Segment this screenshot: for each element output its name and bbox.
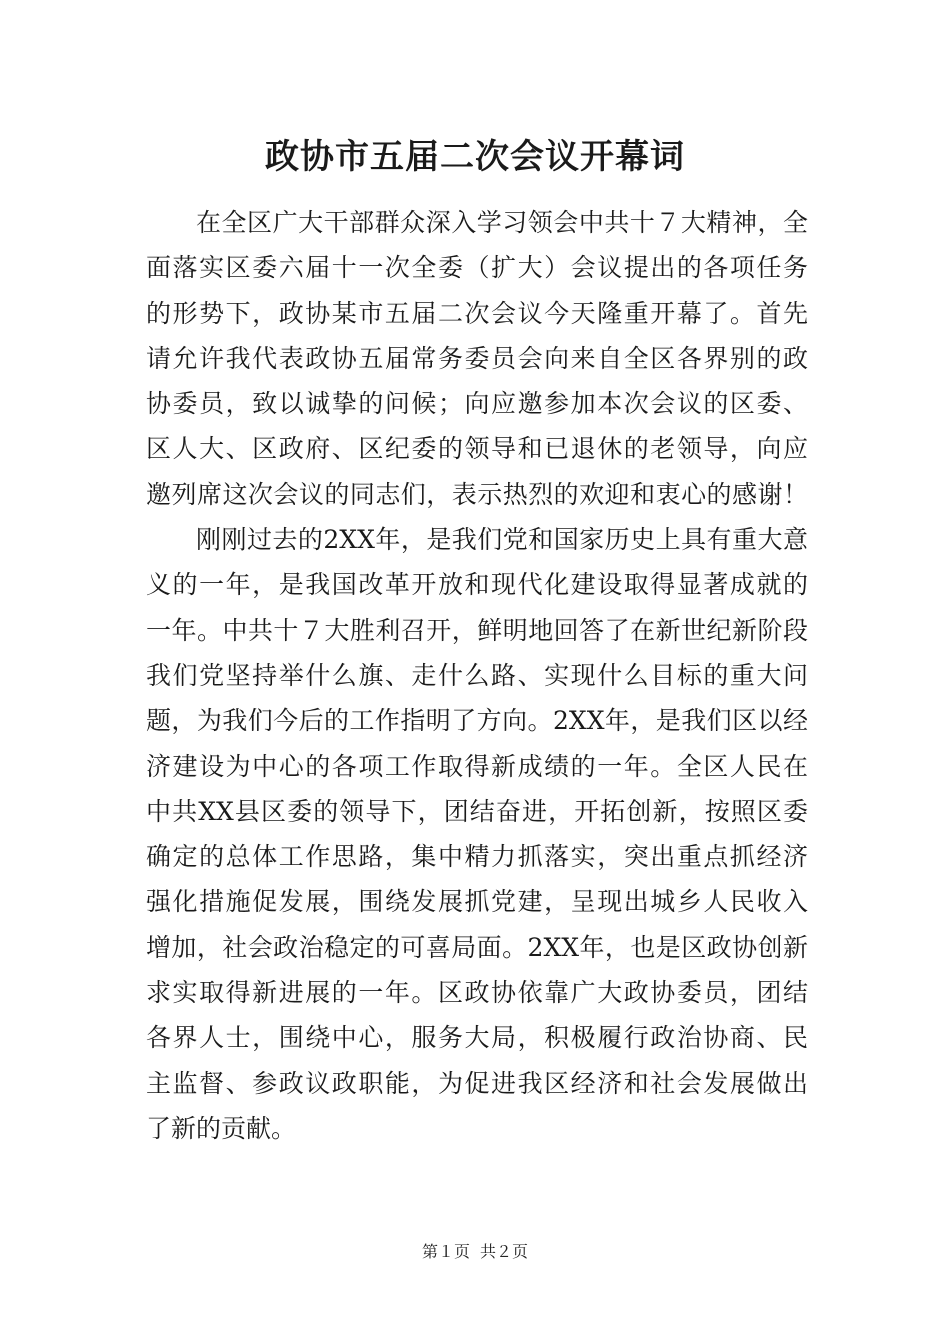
text-line: 求实取得新进展的一年。区政协依靠广大政协委员，团结 [146,978,808,1008]
text-line: 增加，社会政治稳定的可喜局面。2XX年，也是区政协创新 [146,932,808,962]
text-line: 的形势下，政协某市五届二次会议今天隆重开幕了。首先 [146,298,808,328]
page-total: 共２页 [480,1242,529,1261]
text-line: 邀列席这次会议的同志们，表示热烈的欢迎和衷心的感谢！ [146,479,808,509]
text-line: 强化措施促发展，围绕发展抓党建，呈现出城乡人民收入 [146,887,808,917]
paragraph-2 [146,517,808,1151]
text-line: 主监督、参政议政职能，为促进我区经济和社会发展做出 [146,1068,808,1098]
text-line: 协委员，致以诚挚的问候；向应邀参加本次会议的区委、 [146,389,808,419]
text-line: 刚刚过去的2XX年，是我们党和国家历史上具有重大意 [196,525,808,555]
text-line: 中共XX县区委的领导下，团结奋进，开拓创新，按照区委 [146,796,808,826]
text-line: 了新的贡献。 [146,1113,297,1143]
text-line: 面落实区委六届十一次全委（扩大）会议提出的各项任务 [146,253,808,283]
document-body [146,200,808,1151]
document-title: 政协市五届二次会议开幕词 [265,137,685,177]
text-line: 我们党坚持举什么旗、走什么路、实现什么目标的重大问 [146,660,808,690]
text-line: 义的一年，是我国改革开放和现代化建设取得显著成就的 [146,570,808,600]
text-line: 一年。中共十７大胜利召开，鲜明地回答了在新世纪新阶段 [146,615,808,645]
text-line: 请允许我代表政协五届常务委员会向来自全区各界别的政 [146,343,808,373]
page-footer [0,1240,950,1264]
text-line: 确定的总体工作思路，集中精力抓落实，突出重点抓经济 [146,842,808,872]
text-line: 济建设为中心的各项工作取得新成绩的一年。全区人民在 [146,751,808,781]
text-line: 各界人士，围绕中心，服务大局，积极履行政治协商、民 [146,1023,808,1053]
text-line: 在全区广大干部群众深入学习领会中共十７大精神，全 [196,208,808,237]
text-line: 区人大、区政府、区纪委的领导和已退休的老领导，向应 [146,434,808,464]
text-line: 题，为我们今后的工作指明了方向。2XX年，是我们区以经 [146,706,808,736]
paragraph-1 [146,200,808,517]
page-number: 第１页 [421,1242,470,1261]
